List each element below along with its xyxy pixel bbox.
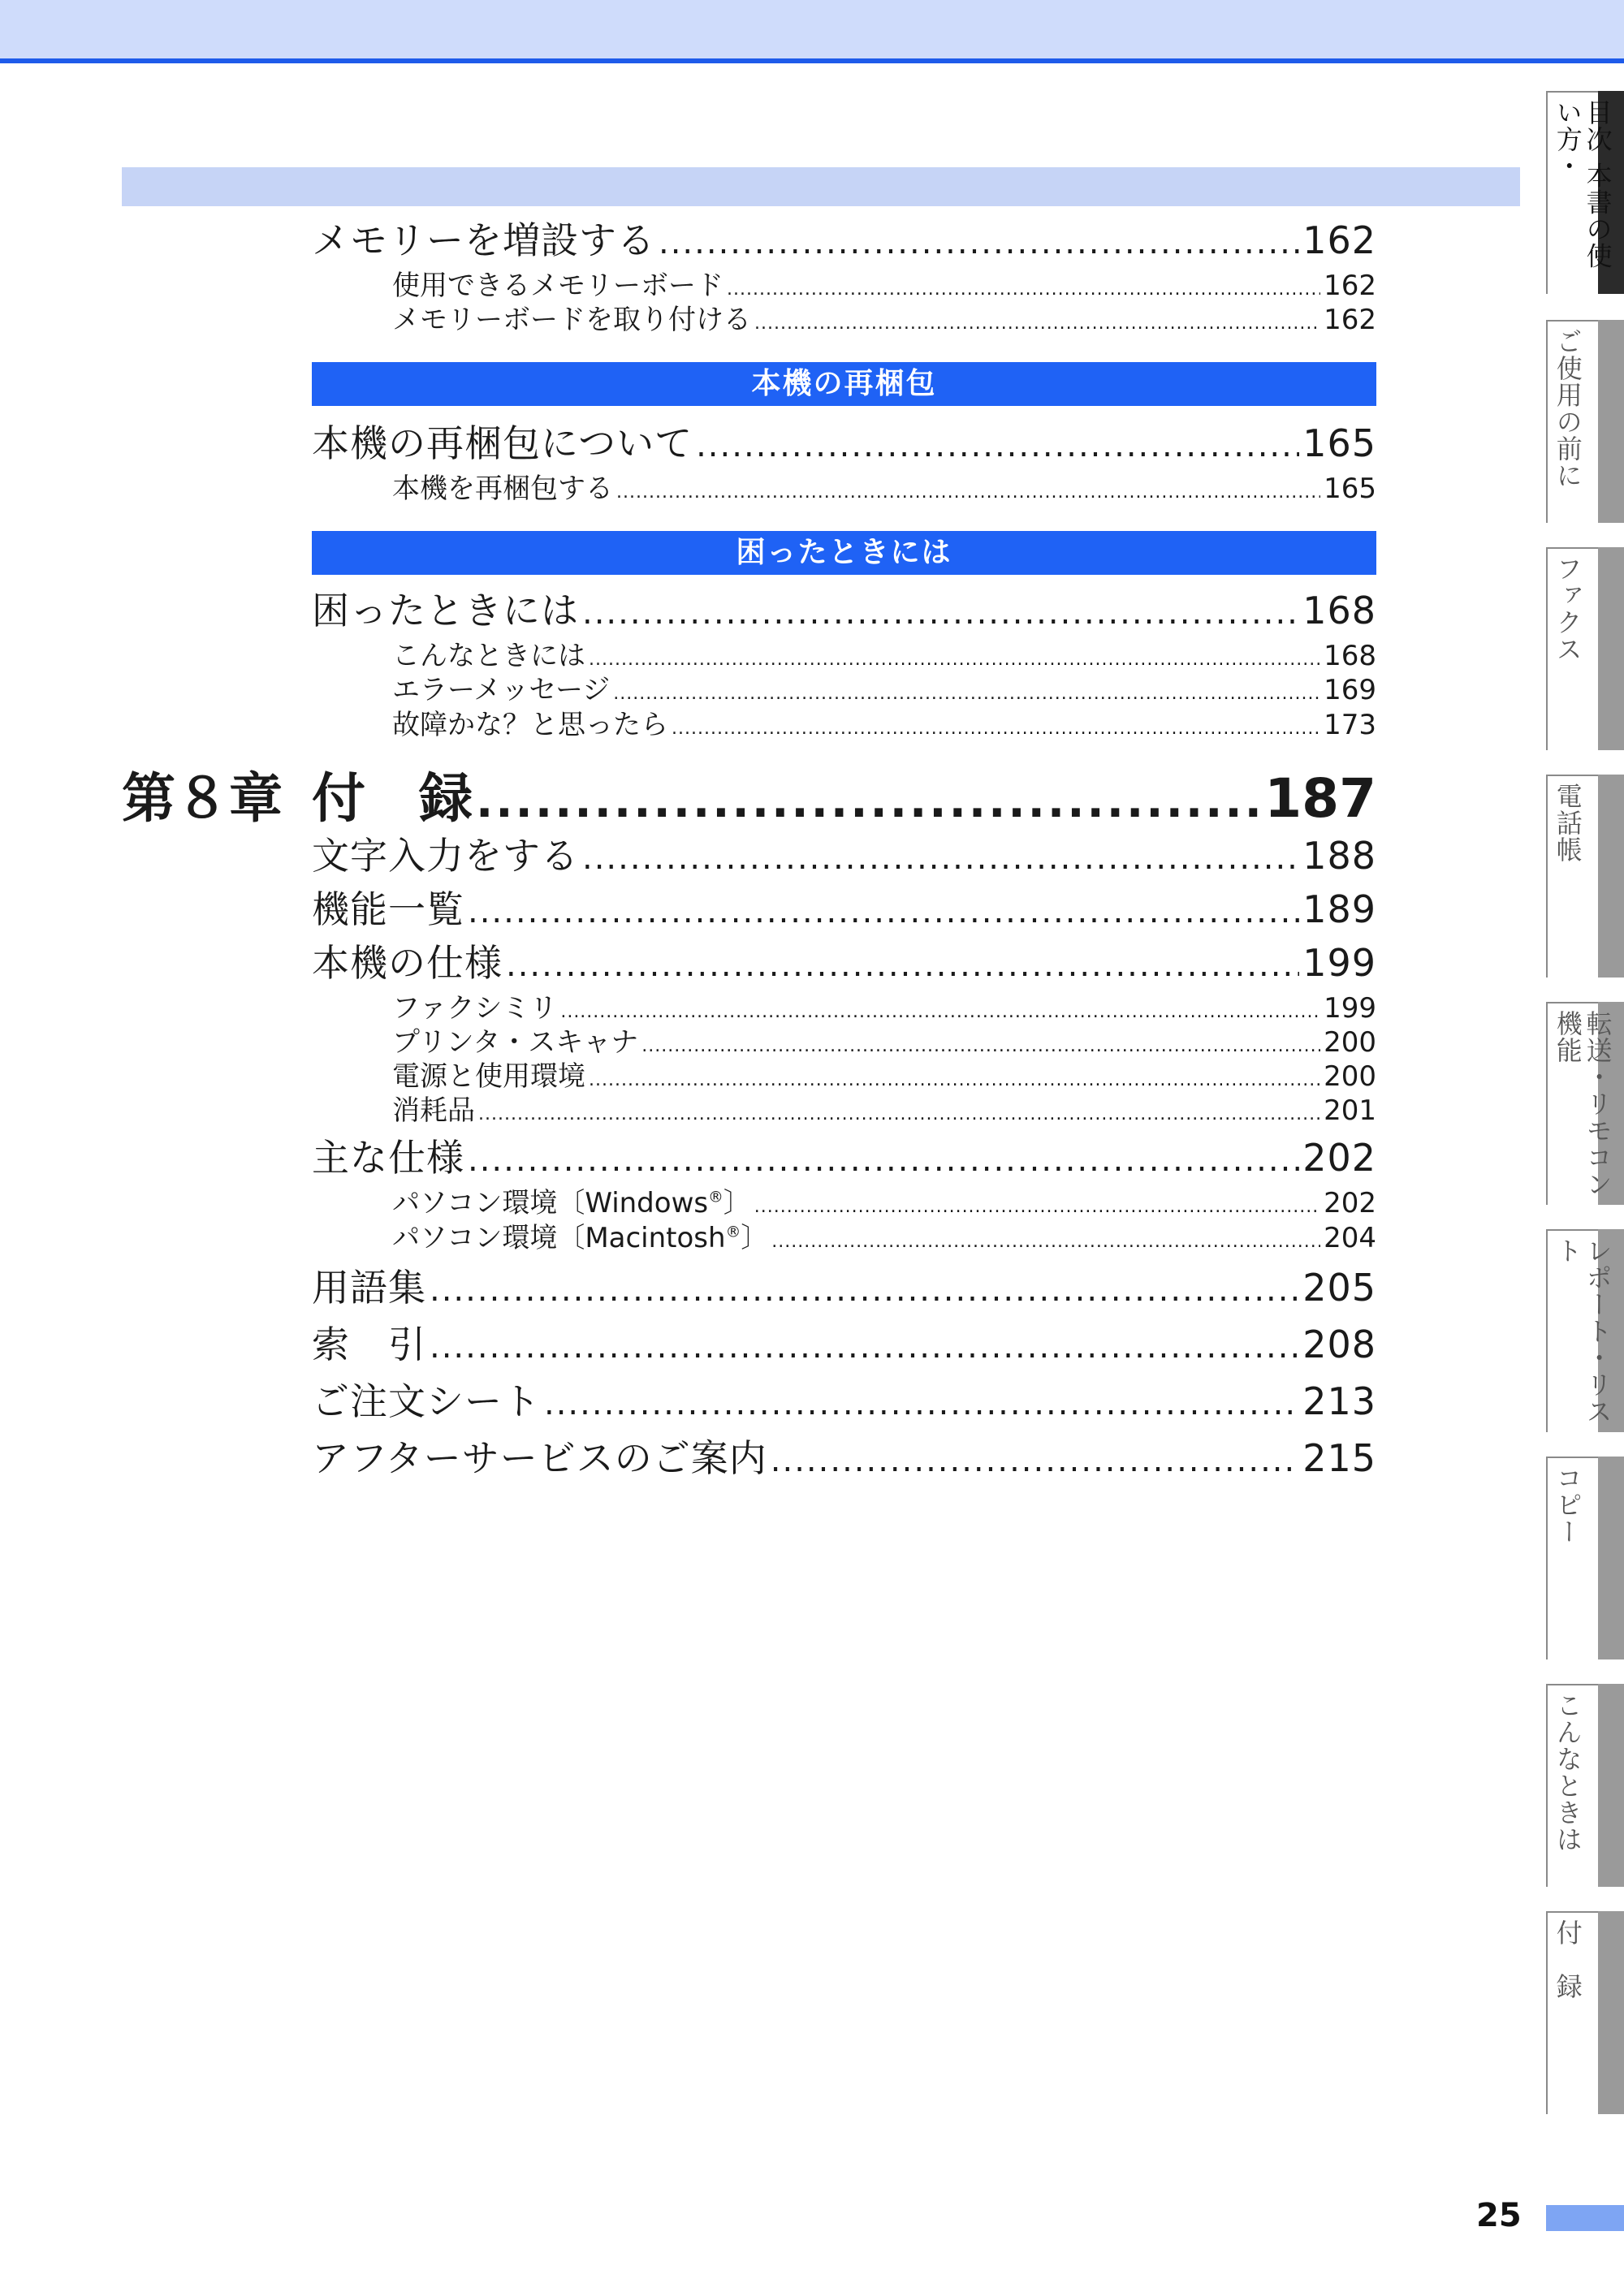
toc-leader [771, 1232, 1320, 1252]
toc-entry[interactable] [312, 934, 1376, 987]
registered-mark: ® [708, 1189, 723, 1206]
toc-entry-title: ファクシミリ [392, 992, 558, 1025]
toc-subentry[interactable] [392, 466, 1376, 506]
toc-entry[interactable] [312, 1129, 1376, 1182]
toc-leader [468, 1142, 1299, 1179]
section-header: 困ったときには [312, 531, 1376, 575]
toc-leader [582, 594, 1299, 632]
toc-leader [754, 1197, 1320, 1217]
toc-entry-page: 215 [1302, 1436, 1376, 1480]
toc-entry-page: 199 [1324, 992, 1376, 1025]
toc-leader [430, 1271, 1299, 1309]
toc-entry[interactable] [312, 414, 1376, 468]
toc-entry-title: 電源と使用環境 [392, 1060, 585, 1093]
toc-leader [696, 427, 1299, 464]
toc-entry-title: アフターサービスのご案内 [312, 1436, 767, 1480]
page-number: 25 [1476, 2197, 1522, 2234]
tab-label: 付 録 [1552, 1919, 1583, 2000]
tab-label: 転送・リモコン機能 [1552, 1010, 1613, 1198]
toc-entry-title: 主な仕様 [312, 1136, 464, 1180]
section-band [122, 167, 1520, 206]
tab-phonebook[interactable] [1546, 775, 1624, 978]
toc-entry-title-close: 〕 [741, 1222, 769, 1254]
toc-entry-page: 169 [1324, 674, 1376, 706]
toc-entry-page: 200 [1324, 1060, 1376, 1093]
toc-entry-page: 165 [1302, 421, 1376, 465]
toc-entry[interactable] [312, 581, 1376, 635]
toc-subentry[interactable] [392, 1180, 1376, 1220]
toc-entry-page: 208 [1302, 1323, 1376, 1366]
toc-entry-page: 162 [1324, 270, 1376, 302]
toc-subentry[interactable] [392, 1088, 1376, 1128]
toc-entry-page: 168 [1302, 589, 1376, 632]
toc-leader [430, 1328, 1299, 1366]
chapter-entry[interactable] [122, 755, 1376, 832]
toc-entry-page: 162 [1302, 218, 1376, 262]
toc-entry-title: こんなときには [392, 640, 585, 672]
toc-subentry[interactable] [392, 667, 1376, 707]
toc-entry[interactable] [312, 1258, 1376, 1312]
toc-entry-title: 本機を再梱包する [392, 473, 613, 505]
toc-entry-page: 213 [1302, 1379, 1376, 1423]
toc-entry-title: 用語集 [312, 1266, 426, 1310]
toc-leader [478, 1104, 1320, 1124]
registered-mark: ® [725, 1224, 741, 1241]
toc-entry[interactable] [312, 826, 1376, 880]
toc-entry-title: 本機の再梱包について [312, 421, 693, 465]
toc-leader [754, 313, 1320, 334]
page-number-tab [1546, 2205, 1624, 2231]
toc-entry-title: ご注文シート [312, 1379, 541, 1423]
toc-entry-title: 困ったときには [312, 589, 579, 632]
tab-fax[interactable] [1546, 547, 1624, 750]
toc-leader [659, 224, 1299, 261]
toc-entry[interactable] [312, 1315, 1376, 1369]
toc-entry-page: 165 [1324, 473, 1376, 505]
toc-entry-page: 199 [1302, 941, 1376, 985]
toc-entry-page: 202 [1302, 1136, 1376, 1180]
toc-entry-page: 202 [1324, 1187, 1376, 1219]
toc-leader [544, 1385, 1299, 1422]
tab-label: レポート・リスト [1552, 1237, 1613, 1425]
toc-entry-title-text: パソコン環境〔Windows [392, 1187, 709, 1219]
toc-leader [468, 893, 1299, 930]
toc-entry-page: 168 [1324, 640, 1376, 672]
toc-entry-title: エラーメッセージ [392, 674, 611, 706]
header-rule [0, 58, 1624, 63]
toc-entry-page: 201 [1324, 1094, 1376, 1127]
toc-leader [771, 1442, 1299, 1479]
toc-entry-title: メモリーボードを取り付ける [392, 304, 751, 336]
tab-forwarding-remote[interactable] [1546, 1002, 1624, 1205]
toc-entry-title: 本機の仕様 [312, 941, 503, 985]
toc-entry[interactable] [312, 1372, 1376, 1426]
tab-label: 電話帳 [1552, 783, 1583, 863]
toc-leader [616, 482, 1320, 503]
chapter-page: 187 [1264, 767, 1376, 830]
tab-copy[interactable] [1546, 1457, 1624, 1659]
tab-contents[interactable] [1546, 91, 1624, 294]
toc-entry-title [392, 1180, 751, 1220]
toc-entry-page: 173 [1324, 709, 1376, 741]
toc-entry-title: メモリーを増設する [312, 218, 655, 262]
toc-entry-title: プリンタ・スキャナ [392, 1026, 639, 1059]
toc-leader [476, 775, 1261, 828]
toc-subentry[interactable] [392, 1215, 1376, 1255]
toc-entry-title-text: パソコン環境〔Macintosh [392, 1222, 726, 1254]
tab-appendix[interactable] [1546, 1911, 1624, 2114]
tab-label: こんなときは [1552, 1692, 1583, 1853]
section-header: 本機の再梱包 [312, 362, 1376, 406]
chapter-title: 付 録 [312, 767, 473, 830]
tab-before-use[interactable] [1546, 320, 1624, 523]
toc-leader [672, 719, 1320, 739]
toc-entry-page: 189 [1302, 887, 1376, 931]
toc-leader [582, 839, 1299, 877]
toc-entry-title: 使用できるメモリーボード [392, 270, 723, 302]
tab-troubleshooting[interactable] [1546, 1684, 1624, 1887]
toc-leader [613, 684, 1320, 704]
toc-entry-page: 188 [1302, 834, 1376, 878]
toc-entry-page: 200 [1324, 1026, 1376, 1059]
toc-entry[interactable] [312, 880, 1376, 934]
toc-entry-title: 索 引 [312, 1323, 426, 1366]
toc-leader [506, 947, 1299, 984]
toc-entry-title: 消耗品 [392, 1094, 475, 1127]
toc-entry-title [392, 1215, 768, 1255]
toc-entry[interactable] [312, 211, 1376, 265]
toc-subentry[interactable] [392, 297, 1376, 337]
tab-reports-lists[interactable] [1546, 1229, 1624, 1432]
toc-subentry[interactable] [392, 702, 1376, 742]
toc-entry-title: 故障かな？と思ったら [392, 709, 668, 741]
toc-entry-page: 205 [1302, 1266, 1376, 1310]
toc-entry-page: 162 [1324, 304, 1376, 336]
toc-entry-page: 204 [1324, 1222, 1376, 1254]
chapter-number: 第８章 [122, 767, 283, 830]
tab-label: ファクス [1552, 555, 1583, 662]
toc-entry[interactable] [312, 1429, 1376, 1482]
toc-entry-title: 文字入力をする [312, 834, 579, 878]
tab-label: ご使用の前に [1552, 328, 1583, 489]
tab-label: コピー [1552, 1465, 1583, 1545]
toc-entry-title-close: 〕 [723, 1187, 751, 1219]
tab-label: 目次 本書の使い方・ [1552, 99, 1613, 270]
toc-entry-title: 機能一覧 [312, 887, 464, 931]
header-band [0, 0, 1624, 62]
